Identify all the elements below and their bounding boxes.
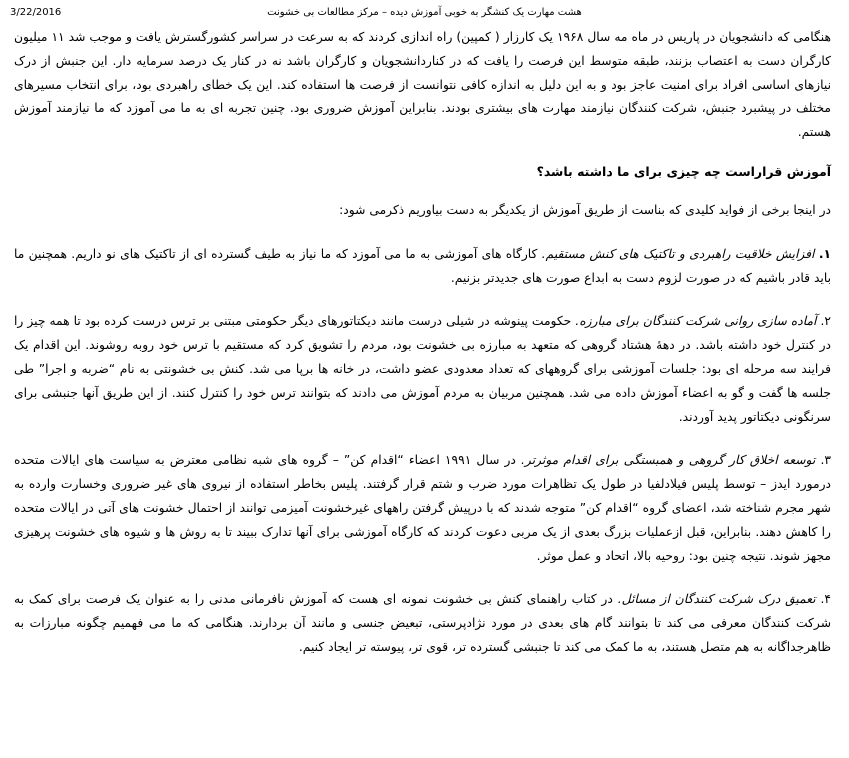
benefit-item-1: [14, 243, 831, 291]
benefit-item-3: [14, 449, 831, 568]
page-header: [10, 6, 839, 20]
lead-paragraph: در اینجا برخی از فواید کلیدی که بناست از طریق آموزش از یکدیگر به دست بیاوریم ذکرمی شود:: [339, 202, 831, 217]
benefit-item-4: [14, 588, 831, 659]
item-title: تعمیق درک شرکت کنندگان از مسائل.: [617, 592, 816, 607]
article-body: [14, 26, 831, 680]
item-title: آماده سازی روانی شرکت کنندگان برای مبارزه.: [575, 314, 817, 329]
item-number: ۴.: [820, 592, 831, 607]
print-date: 3/22/2016: [10, 7, 62, 18]
item-title: توسعه اخلاق کار گروهی و همبستگی برای اقدام موثرتر.: [521, 453, 816, 468]
item-body: در کتاب راهنمای کنش بی خشونت نمونه ای هست که آموزش نافرمانی مدنی را به عنوان یک فرصت برای کمک به شرکت کنندگان معرفی می کند تا بتوانند گام های بعدی در مورد نژادپرستی، تبعیض جنسی و مانند آن بردارند. هنگامی که ما می فهمیم چگونه مبارزات به ظاهرجداگانه به هم متصل هستند، به ما کمک می کند تا جنبشی گسترده تر، قوی تر، پیوسته تر ایجاد کنیم.: [14, 592, 831, 654]
intro-paragraph: هنگامی که دانشجویان در پاریس در ماه مه سال ۱۹۶۸ یک کارزار ( کمپین) راه اندازی کردند که به سرعت در سراسر کشورگسترش یافت و موجب شد ۱۱ میلیون کارگران دست به اعتصاب بزنند، طبقه متوسط این فرصت را یافت که در کناردانشجویان و کارگران باشد نه در کنار یک درصد سرمایه دار. این جنبش از درک نیازهای اساسی افراد برای امنیت عاجز بود و به این دلیل به اندازه کافی نتوانست از فرصت ها استفاده کند. این یک خطای راهبردی بود، برای انتخاب مسیرهای مختلف در پیشبرد جنبش، شرکت کنندگان نیازمند مهارت های بیشتری بودند. بنابراین آموزش ضروری بود. چنین تجربه ای به ما می آموزد که ما نیازمند آموزش هستم.: [14, 30, 831, 140]
page-header-title: هشت مهارت یک کنشگر به خوبی آموزش دیده – مرکز مطالعات بی خشونت: [267, 7, 582, 18]
benefit-item-2: [14, 310, 831, 429]
item-title: افزایش خلاقیت راهبردی و تاکتیک های کنش مستقیم.: [541, 246, 815, 261]
item-number: ۲.: [820, 314, 832, 329]
item-body: کارگاه های آموزشی به ما می آموزد که ما نیاز به طیف گسترده ای از تاکتیک های نو داریم. همچنین ما باید قادر باشیم که در صورت لزوم دست به ابداع صورت های جدیدتر بزنیم.: [14, 246, 831, 285]
item-body: حکومت پینوشه در شیلی درست مانند دیکتاتورهای دیگر حکومتی مبتنی بر ترس درست کرده بود تا همه چیز را در کنترل خود داشته باشد. در دهۀ هشتاد گروهی که متعهد به مبارزه بی خشونت بود، مردم را تشویق کرد که مستقیم با ترس خود روبه روشوند. این اقدام یک فرایند سه مرحله ای بود: جلسات آموزشی برای گروههای که تعداد معدودی عضو داشت، در خانه ها برپا می شد. کنش بی خشونتی به نام “ضربه و اجرا” طی جلسه ها گفت و گو به اعضاء آموزش داده می شد. همچنین مربیان به مردم آموزش می دادند که بتوانند ترس خود را کنترل کنند. از این طریق آنها جنبشی برای سرنگونی دیکتاتور پدید آوردند.: [14, 314, 831, 424]
item-number: ۱.: [818, 246, 831, 261]
section-heading: آموزش قراراست چه چیزی برای ما داشته باشد؟: [536, 163, 831, 179]
item-number: ۳.: [820, 453, 831, 468]
item-body: در سال ۱۹۹۱ اعضاء “اقدام کن” – گروه های شبه نظامی معترض به سیاست های ایالات متحده درمورد ایدز – توسط پلیس فیلادلفیا در طول یک تظاهرات مورد ضرب و شتم قرار گرفتند. پلیس بخاطر استفاده از نیروی های غیر ضروری وخسارت وارده به شهر مجرم شناخته شد، اعضای گروه “اقدام کن” متوجه شدند که با درپیش گرفتن راههای غیرخشونت آمیزمی توانند از احتمال خشونت های آتی در ایالات متحده را کاهش دهند. بنابراین، قبل ازعملیات بزرگ بعدی از یک مربی دعوت کردند که کارگاه آموزشی برای آنها تدارک ببیند تا به روش ها و شیوه های خشونت پرهیزی مجهز شوند. نتیجه چنین بود: روحیه بالا، اتحاد و عمل موثر.: [14, 453, 831, 563]
